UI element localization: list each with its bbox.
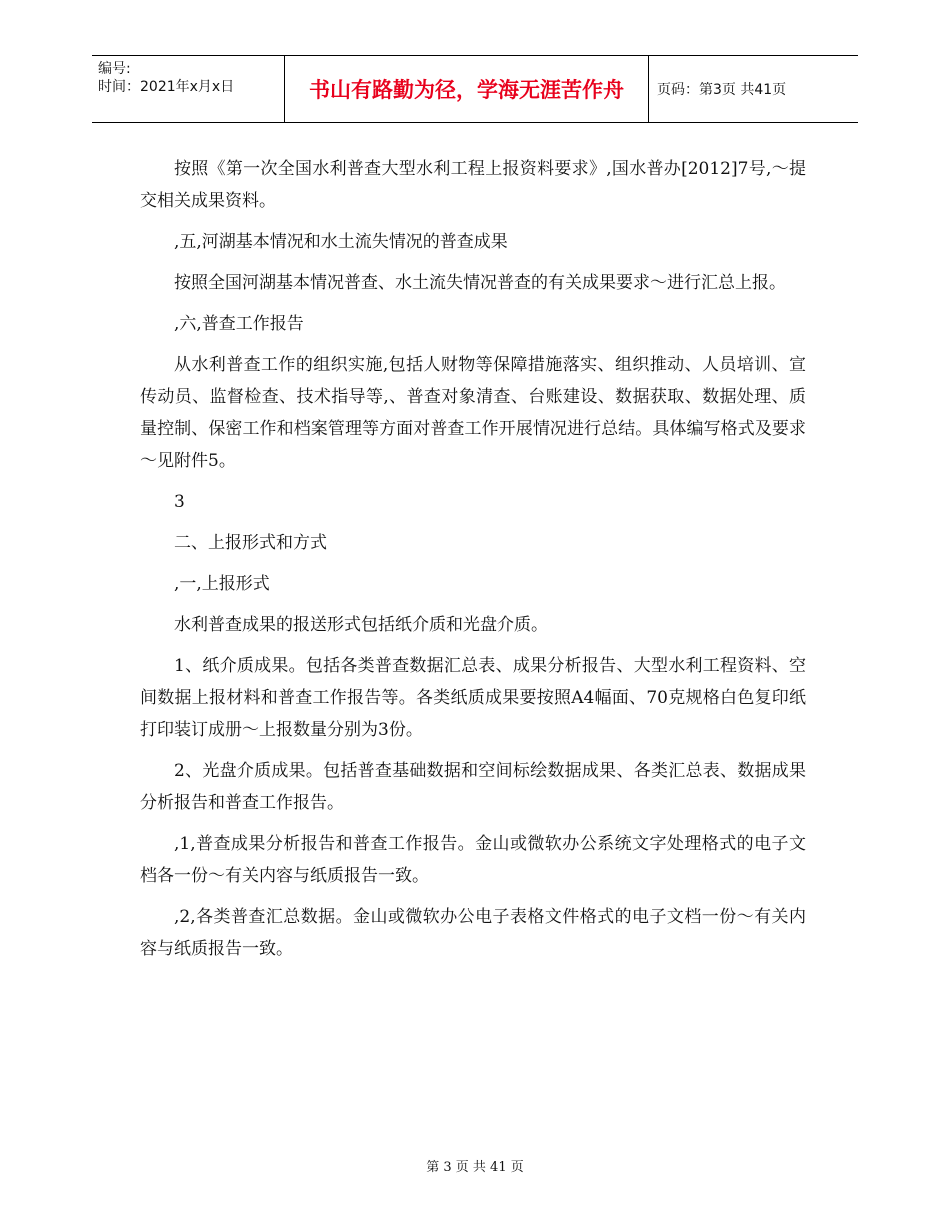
section-heading: 二、上报形式和方式 [174,533,327,553]
page-header [92,55,858,123]
header-meta [92,56,285,122]
section-heading: ,五,河湖基本情况和水土流失情况的普查成果 [174,232,508,252]
document-body [140,153,806,974]
paragraph: 2、光盘介质成果。包括普查基础数据和空间标绘数据成果、各类汇总表、数据成果分析报告和普查工作报告。 [140,761,806,813]
header-page-info: 页码：第3页 共41页 [657,82,787,98]
paragraph: ,1,普查成果分析报告和普查工作报告。金山或微软办公系统文字处理格式的电子文档各一份～有关内容与纸质报告一致。 [140,834,806,886]
paragraph: ,2,各类普查汇总数据。金山或微软办公电子表格文件格式的电子文档一份～有关内容与纸质报告一致。 [140,907,806,959]
paragraph: 1、纸介质成果。包括各类普查数据汇总表、成果分析报告、大型水利工程资料、空间数据上报材料和普查工作报告等。各类纸质成果要按照A4幅面、70克规格白色复印纸打印装订成册～上报数量分别为3份。 [140,656,806,740]
time-label: 时间：2021年x月x日 [98,79,235,95]
paragraph: 按照《第一次全国水利普查大型水利工程上报资料要求》,国水普办[2012]7号,～提交相关成果资料。 [140,159,806,211]
section-heading: ,一,上报形式 [174,574,270,594]
inline-page-number: 3 [174,492,185,512]
paragraph: 水利普查成果的报送形式包括纸介质和光盘介质。 [174,615,548,635]
paragraph: 按照全国河湖基本情况普查、水土流失情况普查的有关成果要求～进行汇总上报。 [174,273,786,293]
header-motto: 书山有路勤为径，学海无涯苦作舟 [285,56,649,122]
page-footer: 第 3 页 共 41 页 [426,1160,524,1175]
paragraph: 从水利普查工作的组织实施,包括人财物等保障措施落实、组织推动、人员培训、宣传动员、监督检查、技术指导等,、普查对象清查、台账建设、数据获取、数据处理、质量控制、保密工作和档案管理等方面对普查工作开展情况进行总结。具体编写格式及要求～见附件5。 [140,355,806,471]
section-heading: ,六,普查工作报告 [174,314,304,334]
number-label: 编号: [98,61,131,77]
